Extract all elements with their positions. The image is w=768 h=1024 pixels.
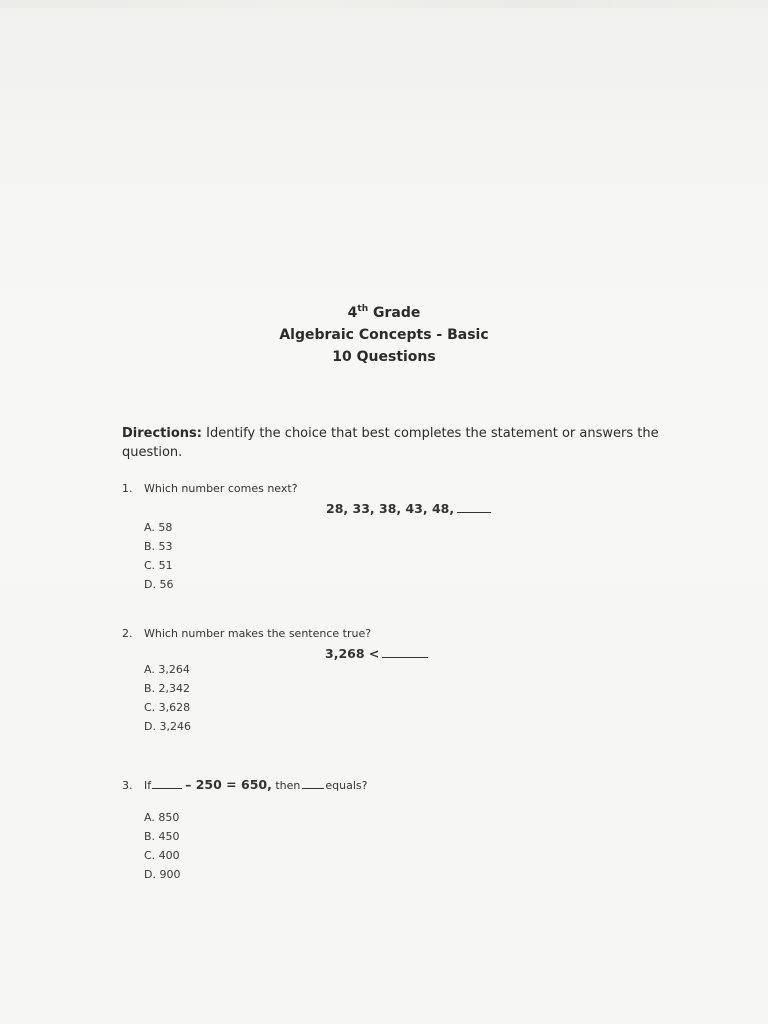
choice-b: B. 2,342 [144, 682, 191, 695]
choice-c: C. 3,628 [144, 701, 191, 714]
scan-edge [0, 0, 768, 8]
directions-text: Identify the choice that best completes the statement or answers the question. [122, 426, 659, 460]
choice-b: B. 450 [144, 830, 180, 843]
choice-c: C. 51 [144, 559, 173, 572]
directions-label: Directions: [122, 426, 202, 441]
choice-a: A. 850 [144, 811, 180, 824]
answer-blank [302, 779, 324, 789]
question-2-prompt: 2. Which number makes the sentence true? [122, 627, 372, 640]
question-count: 10 Questions [332, 349, 436, 365]
question-1 [122, 482, 455, 591]
question-3 [122, 777, 368, 881]
grade-heading: 4th Grade [347, 304, 421, 321]
choice-d: D. 900 [144, 868, 181, 881]
question-2 [122, 627, 380, 733]
answer-blank [382, 648, 428, 658]
choice-a: A. 3,264 [144, 663, 190, 676]
choice-a: A. 58 [144, 521, 173, 534]
directions [122, 424, 662, 462]
choice-d: D. 3,246 [144, 720, 191, 733]
answer-blank [152, 779, 182, 789]
question-1-sequence: 28, 33, 38, 43, 48, [326, 501, 491, 516]
question-1-choices [144, 518, 173, 594]
worksheet-title: Algebraic Concepts - Basic [279, 327, 489, 343]
worksheet-header [0, 302, 768, 368]
choice-d: D. 56 [144, 578, 174, 591]
question-1-prompt: 1. Which number comes next? [122, 482, 298, 495]
choice-b: B. 53 [144, 540, 173, 553]
question-3-prompt: 3. If – 250 = 650, then equals? [122, 777, 368, 792]
question-2-choices [144, 660, 191, 736]
question-2-inequality: 3,268 < [325, 646, 428, 661]
answer-blank [457, 503, 491, 513]
choice-c: C. 400 [144, 849, 180, 862]
question-3-choices [144, 808, 180, 884]
